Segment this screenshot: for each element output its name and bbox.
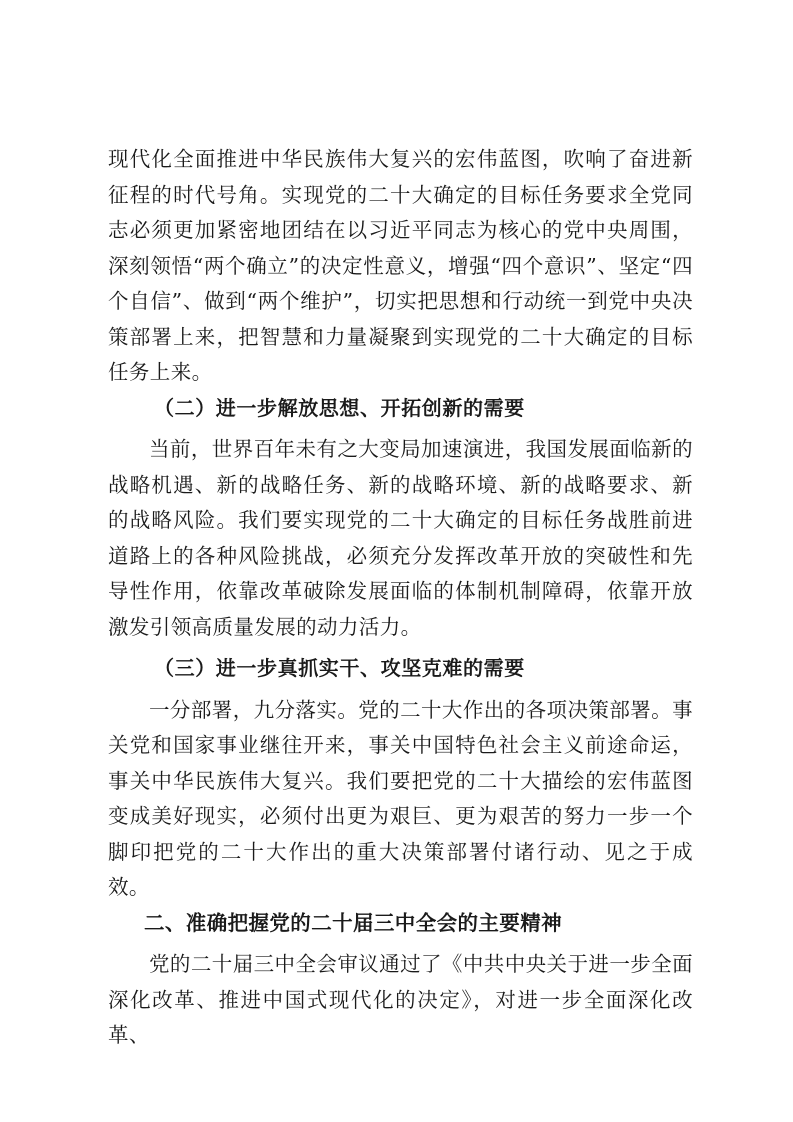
section-heading: 二、准确把握党的二十届三中全会的主要精神 xyxy=(144,910,562,935)
subheading: （二）进一步解放思想、开拓创新的需要 xyxy=(154,395,525,420)
body-paragraph: 当前，世界百年未有之大变局加速演进，我国发展面临新的战略机遇、新的战略任务、新的战略环境、新的战略要求、新的战略风险。我们要实现党的二十大确定的目标任务战胜前进道路上的各种风险挑战，必须充分发挥改革开放的突破性和先导性作用，依靠改革破除发展面临的体制机制障碍，依靠开放激发引领高质量发展的动力活力。 xyxy=(108,437,693,639)
body-paragraph: 现代化全面推进中华民族伟大复兴的宏伟蓝图，吹响了奋进新征程的时代号角。实现党的二十大确定的目标任务要求全党同志必须更加紧密地团结在以习近平同志为核心的党中央周围，深刻领悟“两个确立”的决定性意义，增强“四个意识”、坚定“四个自信”、做到“两个维护”，切实把思想和行动统一到党中央决策部署上来，把智慧和力量凝聚到实现党的二十大确定的目标任务上来。 xyxy=(108,147,693,384)
subheading: （三）进一步真抓实干、攻坚克难的需要 xyxy=(154,656,525,680)
body-paragraph: 一分部署，九分落实。党的二十大作出的各项决策部署。事关党和国家事业继往开来，事关中国特色社会主义前途命运，事关中华民族伟大复兴。我们要把党的二十大描绘的宏伟蓝图变成美好现实，必须付出更为艰巨、更为艰苦的努力一步一个脚印把党的二十大作出的重大决策部署付诸行动、见之于成效。 xyxy=(108,697,693,899)
document-body xyxy=(108,142,693,1054)
body-paragraph: 党的二十届三中全会审议通过了《中共中央关于进一步全面深化改革、推进中国式现代化的决定》，对进一步全面深化改革、 xyxy=(108,952,693,1047)
